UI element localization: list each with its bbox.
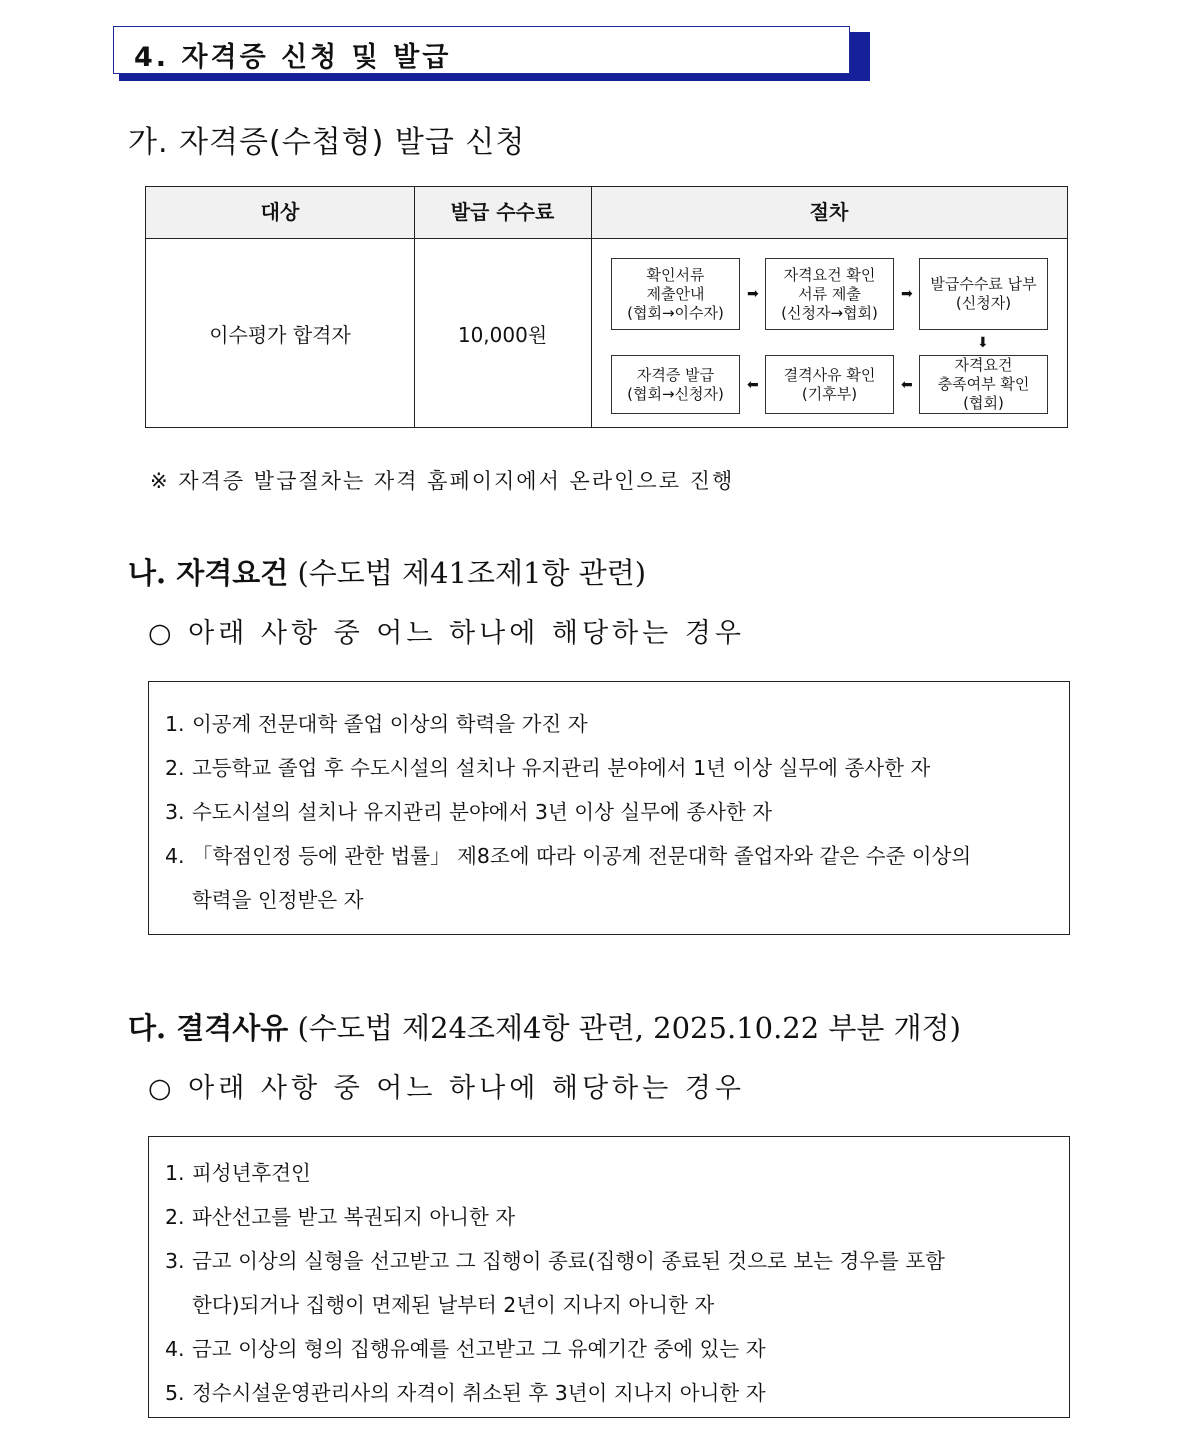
table-divider <box>591 187 592 427</box>
step-line: 제출안내 <box>646 284 705 303</box>
arrow-down-icon: ⬇ <box>977 335 989 351</box>
procedure-note: ※ 자격증 발급절차는 자격 홈페이지에서 온라인으로 진행 <box>150 469 735 493</box>
step-line: 서류 제출 <box>798 284 861 303</box>
part-b-heading <box>128 551 646 592</box>
list-item: 3. 수도시설의 설치나 유지관리 분야에서 3년 이상 실무에 종사한 자 <box>165 800 773 824</box>
step-line: 자격요건 확인 <box>783 265 876 284</box>
step-line: (협회) <box>963 394 1004 412</box>
list-item: 1. 이공계 전문대학 졸업 이상의 학력을 가진 자 <box>165 712 588 736</box>
section-title: 4. 자격증 신청 및 발급 <box>134 42 452 73</box>
step-line: (협회→신청자) <box>627 384 724 403</box>
table-header-target: 대상 <box>260 200 300 224</box>
list-item: 4. 「학점인정 등에 관한 법률」 제8조에 따라 이공계 전문대학 졸업자와 같은 수준 이상의 <box>165 844 972 868</box>
step-line: 자격요건 <box>954 356 1013 374</box>
procedure-step-4 <box>919 355 1048 414</box>
list-item: 2. 고등학교 졸업 후 수도시설의 설치나 유지관리 분야에서 1년 이상 실무에 종사한 자 <box>165 756 931 780</box>
part-b-heading-bold: 나. 자격요건 <box>128 556 289 590</box>
table-header-fee: 발급 수수료 <box>450 200 555 224</box>
arrow-left-icon: ⬅ <box>901 377 913 393</box>
part-c-bullet: ○ 아래 사항 중 어느 하나에 해당하는 경우 <box>148 1073 745 1104</box>
table-cell-fee: 10,000원 <box>457 322 548 347</box>
part-c-heading <box>128 1006 961 1047</box>
step-line: (협회→이수자) <box>627 303 724 322</box>
list-item: 5. 정수시설운영관리사의 자격이 취소된 후 3년이 지나지 아니한 자 <box>165 1381 766 1405</box>
arrow-right-icon: ➡ <box>901 286 913 302</box>
part-b-heading-ref: (수도법 제41조제1항 관련) <box>288 556 647 590</box>
step-line: (신청자) <box>955 294 1012 312</box>
list-item: 2. 파산선고를 받고 복권되지 아니한 자 <box>165 1205 516 1229</box>
procedure-step-5 <box>765 355 894 414</box>
list-item: 1. 피성년후견인 <box>165 1161 311 1185</box>
part-c-heading-ref: (수도법 제24조제4항 관련, 2025.10.22 부분 개정) <box>288 1011 961 1045</box>
list-item-continuation: 한다)되거나 집행이 면제된 날부터 2년이 지나지 아니한 자 <box>192 1293 715 1317</box>
table-header-row <box>146 187 1067 239</box>
list-item-continuation: 학력을 인정받은 자 <box>192 888 364 912</box>
step-line: 충족여부 확인 <box>937 375 1030 393</box>
table-cell-target: 이수평가 합격자 <box>209 322 351 347</box>
arrow-left-icon: ⬅ <box>747 377 759 393</box>
part-b-bullet: ○ 아래 사항 중 어느 하나에 해당하는 경우 <box>148 618 745 649</box>
arrow-right-icon: ➡ <box>747 286 759 302</box>
part-a-heading: 가. 자격증(수첩형) 발급 신청 <box>128 125 526 160</box>
procedure-step-2 <box>765 258 894 330</box>
disqualification-list <box>148 1136 1070 1418</box>
procedure-step-1 <box>611 258 740 330</box>
table-header-procedure: 절차 <box>809 200 849 224</box>
part-c-heading-bold: 다. 결격사유 <box>128 1011 289 1045</box>
list-item: 4. 금고 이상의 형의 집행유예를 선고받고 그 유예기간 중에 있는 자 <box>165 1337 766 1361</box>
step-line: 자격증 발급 <box>636 365 715 384</box>
section-header-shadow-bottom <box>119 74 870 81</box>
list-item: 3. 금고 이상의 실형을 선고받고 그 집행이 종료(집행이 종료된 것으로 보는 경우를 포함 <box>165 1249 945 1273</box>
step-line: (신청자→협회) <box>781 303 878 322</box>
step-line: (기후부) <box>801 384 858 403</box>
step-line: 발급수수료 납부 <box>930 275 1037 293</box>
section-header <box>113 26 850 74</box>
step-line: 확인서류 <box>646 265 705 284</box>
procedure-step-6 <box>611 355 740 414</box>
qualification-list <box>148 681 1070 935</box>
step-line: 결격사유 확인 <box>783 365 876 384</box>
fee-table <box>145 186 1068 428</box>
procedure-step-3 <box>919 258 1048 330</box>
